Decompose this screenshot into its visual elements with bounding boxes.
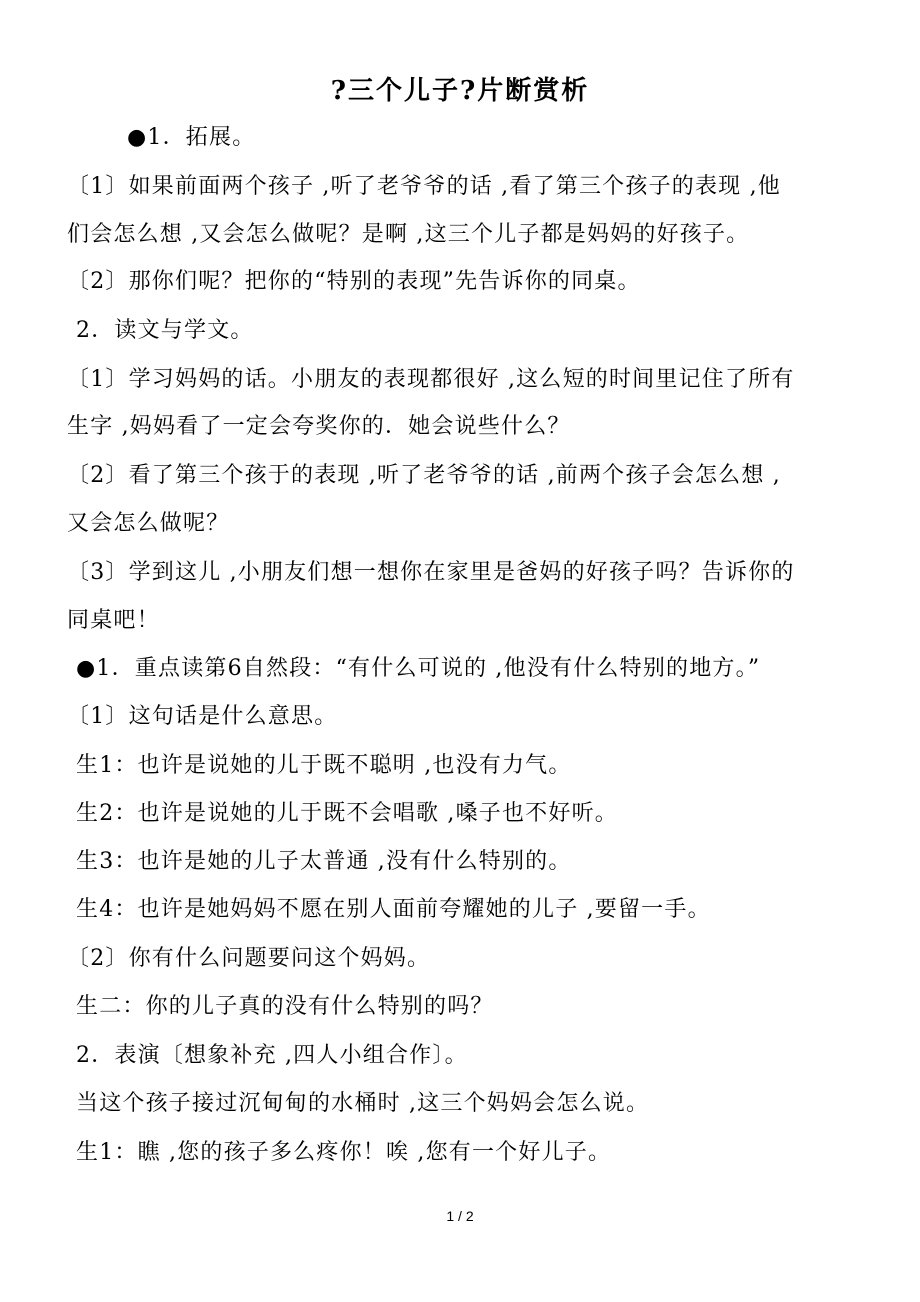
paragraph-line: 当这个孩子接过沉甸甸的水桶时 ,这三个妈妈会怎么说。	[76, 1091, 650, 1116]
paragraph-line: 生二：你的儿子真的没有什么特别的吗？	[76, 994, 494, 1019]
paragraph-line: 同桌吧！	[67, 608, 160, 633]
paragraph-line: 〔3〕学到这儿 ,小朋友们想一想你在家里是爸妈的好孩子吗？告诉你的	[67, 560, 795, 585]
paragraph-line: 〔2〕你有什么问题要问这个妈妈。	[67, 946, 431, 971]
paragraph-line: 〔2〕那你们呢？把你的“特别的表现”先告诉你的同桌。	[67, 269, 641, 294]
paragraph-line: 生2：也许是说她的儿于既不会唱歌 ,嗓子也不好听。	[76, 801, 618, 826]
paragraph-line: 2．读文与学文。	[76, 318, 254, 343]
paragraph-line: 2．表演〔想象补充 ,四人小组合作〕。	[76, 1043, 468, 1068]
paragraph-line: ●1．拓展。	[127, 125, 256, 150]
paragraph-line: 〔2〕看了第三个孩于的表现 ,听了老爷爷的话 ,前两个孩子会怎么想 ,	[67, 463, 781, 488]
paragraph-line: 生字 ,妈妈看了一定会夸奖你的．她会说些什么？	[67, 414, 571, 439]
paragraph-line: 生4：也许是她妈妈不愿在别人面前夸耀她的儿子 ,要留一手。	[76, 897, 711, 922]
paragraph-line: 们会怎么想 ,又会怎么做呢？是啊 ,这三个儿子都是妈妈的好孩子。	[67, 222, 750, 247]
paragraph-line: 〔1〕这句话是什么意思。	[67, 704, 338, 729]
paragraph-line: ●1．重点读第6自然段：“有什么可说的 ,他没有什么特别的地方。”	[76, 656, 761, 681]
paragraph-line: 〔1〕学习妈妈的话。小朋友的表现都很好 ,这么短的时间里记住了所有	[67, 367, 795, 392]
paragraph-line: 生1：也许是说她的儿于既不聪明 ,也没有力气。	[76, 753, 572, 778]
paragraph-line: 〔1〕如果前面两个孩子 ,听了老爷爷的话 ,看了第三个孩子的表现 ,他	[67, 174, 781, 199]
paragraph-line: 又会怎么做呢？	[67, 511, 230, 536]
paragraph-line: 生1：瞧 ,您的孩子多么疼你！唉 ,您有一个好儿子。	[76, 1140, 612, 1165]
paragraph-line: 生3：也许是她的儿子太普通 ,没有什么特别的。	[76, 849, 572, 874]
document-title: ?三个儿子?片断赏析	[330, 76, 590, 106]
page-number: 1 / 2	[446, 1208, 474, 1224]
